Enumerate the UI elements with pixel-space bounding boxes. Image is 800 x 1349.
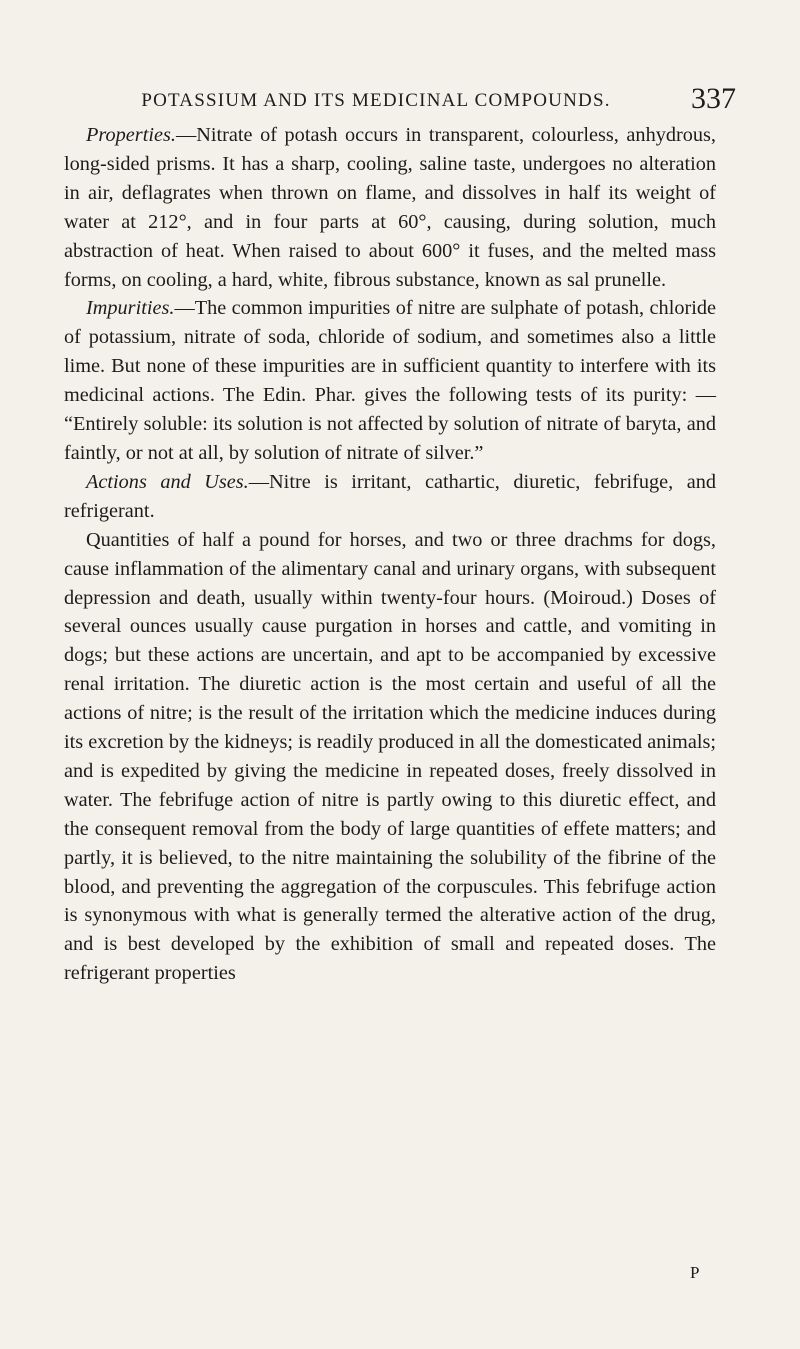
section-lead-actions-uses: Actions and Uses.	[86, 470, 249, 493]
paragraph-impurities	[64, 294, 716, 467]
running-title: POTASSIUM AND ITS MEDICINAL COMPOUNDS.	[141, 90, 611, 111]
paragraph-text: Quantities of half a pound for horses, and two or three drachms for dogs, cause inflammation of the alimentary canal and urinary organs, with subsequent depression and death, usually within twenty-four hours. (Moiroud.) Doses of several ounces usually cause purgation in horses and cattle, and vomiting in dogs; but these actions are uncertain, and apt to be accompanied by excessive renal irritation. The diuretic action is the most certain and useful of all the actions of nitre; is the result of the irritation which the medicine induces during its excretion by the kidneys; is readily produced in all the domesticated animals; and is expedited by giving the medicine in repeated doses, freely dissolved in water. The febrifuge action of nitre is partly owing to this diuretic effect, and the consequent removal from the body of large quantities of effete matters; and partly, it is believed, to the nitre maintaining the solubility of the fibrine of the blood, and preventing the aggregation of the corpuscules. This febrifuge action is synonymous with what is generally termed the alterative action of the drug, and is best developed by the exhibition of small and repeated doses. The refrigerant properties	[64, 528, 716, 985]
page-number: 337	[691, 82, 736, 115]
paragraph-text: —Nitrate of potash occurs in transparent, colourless, anhydrous, long-sided prisms. It has a sharp, cooling, saline taste, undergoes no alteration in air, deflagrates when thrown on flame, and dissolves in half its weight of water at 212°, and in four parts at 60°, causing, during solution, much abstraction of heat. When raised to about 600° it fuses, and the melted mass forms, on cooling, a hard, white, fibrous substance, known as sal prunelle.	[64, 124, 716, 291]
section-lead-impurities: Impurities.	[86, 297, 175, 320]
paragraph-actions-uses	[64, 468, 716, 526]
paragraph-quantities	[64, 526, 716, 989]
paragraph-text: —Nitre is irritant, cathartic, diuretic, febrifuge, and refrigerant.	[64, 470, 716, 522]
body-text	[64, 121, 716, 988]
paragraph-text: —The common impurities of nitre are sulphate of potash, chloride of potassium, nitrate of soda, chloride of sodium, and sometimes also a little lime. But none of these impurities are in sufficient quantity to interfere with its medicinal actions. The Edin. Phar. gives the following tests of its purity: — “Entirely soluble: its solution is not affected by solution of nitrate of baryta, and faintly, or not at all, by solution of nitrate of silver.”	[64, 297, 716, 464]
page-header	[96, 82, 736, 122]
paragraph-properties	[64, 121, 716, 294]
signature-mark: P	[690, 1263, 700, 1282]
section-lead-properties: Properties.	[86, 124, 176, 146]
